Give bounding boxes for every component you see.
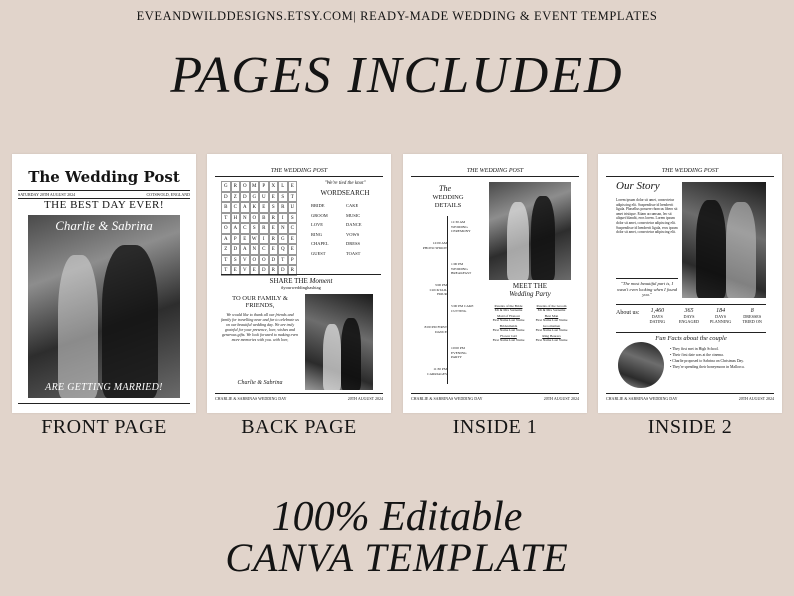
word-item: MUSIC: [346, 212, 361, 218]
hashtag: #yourweddinghashtag: [281, 285, 321, 290]
stat: [707, 308, 735, 324]
grid-cell: R: [269, 265, 279, 276]
grid-cell: N: [240, 213, 250, 224]
timeline-item: 1:00 PM WEDDING BREAKFAST: [451, 262, 472, 275]
timeline-item: 5:00 PM CAKE CUTTING: [451, 304, 474, 313]
grid-cell: S: [231, 255, 241, 266]
grid-cell: P: [231, 234, 241, 245]
word-item: BRIDE: [311, 203, 325, 208]
love-quote: "The most beautiful part is, I wasn't even looking when I found you.": [616, 278, 678, 298]
grid-cell: R: [269, 234, 279, 245]
grid-cell: A: [231, 223, 241, 234]
grid-cell: K: [250, 202, 260, 213]
grid-cell: R: [231, 181, 241, 192]
party-role: Bridesmaids: [499, 324, 518, 328]
grid-cell: T: [221, 265, 231, 276]
timeline-item: 8:00 PM FIRST DANCE: [424, 325, 447, 334]
grid-cell: S: [288, 213, 298, 224]
party-role: Parents of the Groom: [536, 304, 567, 308]
grid-cell: D: [240, 192, 250, 203]
fun-facts-list: [670, 346, 770, 370]
party-role: Best Man: [544, 314, 559, 318]
grid-cell: E: [288, 244, 298, 255]
party-member: [532, 324, 571, 332]
wordsearch-grid: [221, 181, 297, 276]
grid-cell: R: [278, 202, 288, 213]
grid-cell: G: [221, 181, 231, 192]
pages-included-heading: PAGES INCLUDED: [170, 47, 624, 104]
grid-cell: X: [269, 181, 279, 192]
timeline-item: 3:00 PM COCKTAIL HOUR: [429, 283, 447, 296]
grid-cell: D: [231, 244, 241, 255]
word-item: DANCE: [346, 222, 362, 227]
footer-right: 20TH AUGUST 2024: [543, 396, 579, 401]
grid-cell: B: [221, 202, 231, 213]
grid-cell: Q: [278, 244, 288, 255]
party-member: [489, 314, 528, 322]
page-footer: [215, 393, 383, 401]
grid-cell: E: [240, 234, 250, 245]
grid-cell: O: [250, 255, 260, 266]
grid-cell: C: [240, 223, 250, 234]
best-day-heading: THE BEST DAY EVER!: [43, 199, 165, 211]
story-text: Lorem ipsum dolor sit amet, consectetur adipiscing elit. Suspendisse id hendrerit ligula. Phasellus posuere rhoncus libero sit amet tristique. Etiam accumsan, leo sit aliquet blandit, eros lorem. Lorem ipsum dolor sit amet, consectetur adipiscing elit. Suspendisse id hendrerit ligula, eros ipsum dolor sit amet, consectetur adipiscing elit.: [616, 198, 678, 235]
grid-cell: D: [269, 255, 279, 266]
grid-cell: T: [278, 255, 288, 266]
grid-cell: E: [269, 223, 279, 234]
party-name: First Name Last Name: [535, 338, 568, 342]
grid-cell: Z: [221, 244, 231, 255]
grid-cell: I: [259, 234, 269, 245]
word-item: CHAPEL: [311, 241, 329, 246]
inside-2-preview: [598, 154, 782, 413]
party-role: Parents of the Bride: [494, 304, 523, 308]
stat-label: DAYS DATING: [649, 314, 666, 324]
grid-cell: H: [231, 213, 241, 224]
party-member: [532, 314, 571, 322]
party-name: Mr & Mrs Surname: [494, 308, 523, 312]
grid-cell: E: [288, 234, 298, 245]
masthead: THE WEDDING POST: [215, 168, 383, 177]
word-item: TOAST: [346, 250, 361, 256]
grid-cell: V: [240, 255, 250, 266]
grid-cell: D: [278, 265, 288, 276]
fact-item: • They first met in High School.: [670, 347, 719, 351]
date-text: SATURDAY 20TH AUGUST 2024: [18, 192, 76, 197]
grid-cell: C: [288, 223, 298, 234]
footer-left: CHARLIE & SABRINAS WEDDING DAY: [215, 396, 287, 401]
grid-cell: T: [221, 213, 231, 224]
party-member: [489, 334, 528, 342]
page-footer: [411, 393, 579, 401]
grid-cell: C: [259, 244, 269, 255]
grid-cell: A: [221, 234, 231, 245]
canva-template-heading: CANVA TEMPLATE: [225, 535, 569, 580]
footer-right: 20TH AUGUST 2024: [738, 396, 774, 401]
party-member: [532, 334, 571, 342]
grid-cell: D: [259, 265, 269, 276]
party-name: First Name Last Name: [492, 338, 525, 342]
grid-cell: W: [250, 234, 260, 245]
couple-car-photo: [305, 294, 373, 390]
ring-photo: [618, 342, 664, 388]
grid-cell: R: [269, 213, 279, 224]
stat-number: 184: [716, 308, 726, 314]
stat-label: DAYS ENGAGED: [678, 314, 700, 324]
bride-figure: [323, 324, 341, 390]
party-member: [532, 304, 571, 312]
groom-figure: [341, 318, 361, 390]
grid-cell: V: [240, 265, 250, 276]
grid-cell: E: [259, 202, 269, 213]
page-footer: [606, 393, 774, 401]
fact-item: • They're spending their honeymoon in Mallorca.: [670, 365, 745, 369]
word-item: VOWS: [346, 231, 360, 237]
inside-1-preview: [403, 154, 587, 413]
party-heading: Wedding Party: [509, 290, 551, 298]
couple-names: Charlie & Sabrina: [55, 218, 153, 233]
grid-cell: U: [259, 192, 269, 203]
groom-figure: [102, 245, 158, 398]
couple-photo: [682, 182, 766, 298]
couple-photo: [28, 215, 180, 398]
grid-cell: S: [250, 223, 260, 234]
grid-cell: E: [250, 265, 260, 276]
stat: [675, 308, 703, 324]
grid-cell: G: [278, 234, 288, 245]
share-heading: [221, 274, 381, 285]
word-item: LOVE: [311, 222, 323, 227]
stat-label: DAYS PLANNING: [709, 314, 732, 324]
word-item: DRESS: [346, 241, 361, 246]
party-member: [489, 324, 528, 332]
signature: Charlie & Sabrina: [237, 380, 283, 386]
word-item: RING: [311, 231, 322, 237]
grid-cell: P: [288, 255, 298, 266]
grid-cell: B: [259, 213, 269, 224]
grid-cell: P: [259, 181, 269, 192]
masthead: The Wedding Post: [28, 168, 180, 186]
fact-item: • Their first date was at the cinema.: [670, 353, 724, 357]
stat: [738, 308, 766, 324]
grid-cell: M: [250, 181, 260, 192]
fun-facts-heading: Fun Facts about the couple: [616, 332, 766, 342]
grid-cell: R: [288, 265, 298, 276]
party-member: [489, 304, 528, 312]
timeline-item: 12:00 AM PHOTO SHOOT: [422, 241, 447, 250]
grid-cell: O: [250, 213, 260, 224]
grid-cell: Z: [231, 192, 241, 203]
family-heading: TO OUR FAMILY & FRIENDS,: [232, 295, 288, 309]
caption-inside-1: INSIDE 1: [452, 416, 538, 438]
grid-cell: E: [269, 192, 279, 203]
family-message: We would like to thank all our friends and family for travelling near and far to celebrate us on our beautiful wedding day. We are truly grateful for your presence, love, wishes and generous gifts. We look forward to making even more memories with you. with love,: [221, 312, 299, 342]
groom-figure: [531, 196, 555, 280]
timeline-item: 11:30 PM CARRIAGES: [427, 367, 447, 376]
party-role: Ring Bearers: [542, 334, 561, 338]
grid-cell: O: [259, 255, 269, 266]
caption-inside-2: INSIDE 2: [647, 416, 733, 438]
stat-number: 365: [684, 308, 694, 314]
dateline: [18, 190, 190, 199]
about-us-stats: [616, 304, 766, 324]
word-list: [311, 203, 381, 256]
footer-left: CHARLIE & SABRINAS WEDDING DAY: [411, 396, 483, 401]
caption-back-page: BACK PAGE: [241, 416, 357, 438]
share-italic: Moment: [309, 277, 333, 285]
party-name: Mr & Mrs Surname: [537, 308, 566, 312]
editable-heading: 100% Editable: [271, 494, 523, 540]
share-text: SHARE THE: [269, 277, 308, 285]
party-role: Flower Girl: [500, 334, 517, 338]
grid-cell: A: [240, 244, 250, 255]
place-text: COTSWOLD, ENGLAND: [146, 192, 190, 197]
party-role: Maid of Honour: [497, 314, 520, 318]
grid-cell: R: [259, 223, 269, 234]
grid-cell: T: [221, 255, 231, 266]
details-heading: WEDDING DETAILS: [432, 194, 464, 209]
timeline-item: 11:30 AM WEDDING CEREMONY: [451, 220, 471, 233]
stat: [644, 308, 672, 324]
grid-cell: L: [278, 181, 288, 192]
groom-figure: [696, 200, 726, 298]
grid-cell: G: [250, 192, 260, 203]
front-page-preview: [12, 154, 196, 413]
party-name: First Name Last Name: [492, 328, 525, 332]
grid-cell: D: [221, 192, 231, 203]
grid-cell: I: [278, 213, 288, 224]
couple-photo: [489, 182, 571, 280]
about-label: About us:: [616, 310, 640, 316]
masthead: THE WEDDING POST: [606, 168, 774, 177]
footer-left: CHARLIE & SABRINAS WEDDING DAY: [606, 396, 678, 401]
back-page-preview: [207, 154, 391, 413]
details-kicker: The: [439, 184, 451, 193]
grid-cell: U: [288, 202, 298, 213]
caption-front-page: FRONT PAGE: [41, 416, 167, 438]
timeline-item: 10:00 PM EVENING PARTY: [451, 346, 467, 359]
grid-cell: N: [250, 244, 260, 255]
grid-cell: T: [288, 192, 298, 203]
stat-label: DRESSES TRIED ON: [742, 314, 762, 324]
stat-number: 1,460: [650, 308, 665, 314]
married-caption: ARE GETTING MARRIED!: [45, 382, 163, 393]
bride-figure: [58, 255, 98, 398]
grid-cell: O: [221, 223, 231, 234]
word-item: GROOM: [311, 212, 328, 218]
bride-figure: [507, 202, 529, 280]
grid-cell: S: [278, 192, 288, 203]
grid-cell: E: [269, 244, 279, 255]
grid-cell: C: [231, 202, 241, 213]
party-name: First Name Last Name: [535, 318, 568, 322]
grid-cell: S: [269, 202, 279, 213]
timeline-line: [447, 216, 448, 384]
masthead: THE WEDDING POST: [411, 168, 579, 177]
bride-figure: [726, 202, 756, 298]
grid-cell: N: [278, 223, 288, 234]
shop-banner: EVEANDWILDDESIGNS.ETSY.COM| READY-MADE WEDDING & EVENT TEMPLATES: [136, 9, 658, 23]
wordsearch-title: WORDSEARCH: [320, 189, 370, 197]
grid-cell: E: [288, 181, 298, 192]
wordsearch-kicker: "We're tied the knot": [324, 181, 366, 186]
story-heading: Our Story: [616, 180, 660, 192]
grid-cell: A: [240, 202, 250, 213]
stat-number: 8: [750, 308, 754, 314]
meet-heading: MEET THE: [512, 282, 548, 290]
party-name: First Name Last Name: [492, 318, 525, 322]
wedding-party-list: [489, 304, 571, 342]
grid-cell: O: [240, 181, 250, 192]
party-name: First Name Last Name: [535, 328, 568, 332]
party-role: Groomsmen: [542, 324, 561, 328]
grid-cell: E: [231, 265, 241, 276]
word-item: GUEST: [311, 250, 326, 256]
divider: [18, 403, 190, 404]
word-item: CAKE: [346, 203, 359, 208]
fact-item: • Charlie proposed to Sabrina on Christmas Day.: [670, 359, 744, 363]
footer-right: 20TH AUGUST 2024: [347, 396, 383, 401]
